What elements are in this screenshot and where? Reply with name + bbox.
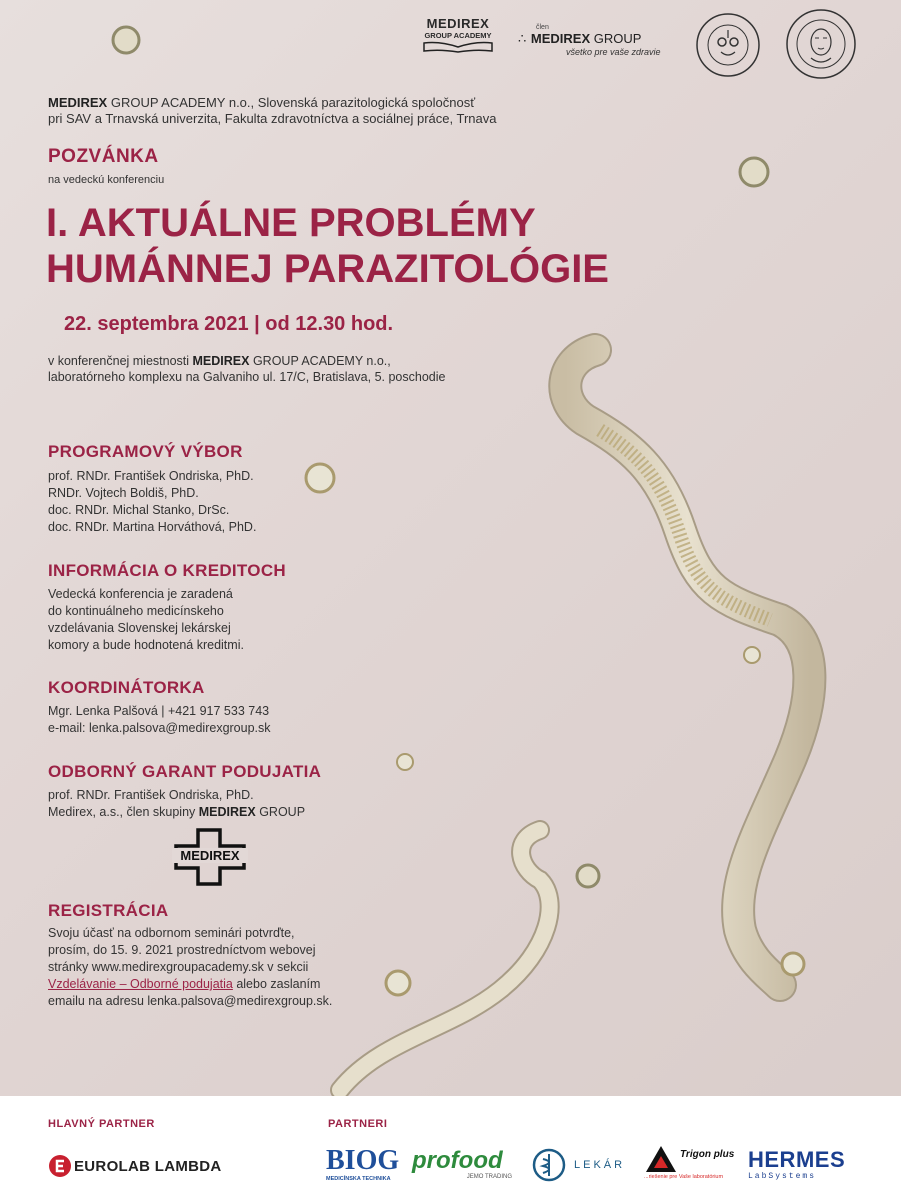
guarantor-company-pre: Medirex, a.s., člen skupiny (48, 805, 199, 819)
lekar-caduceus-icon (532, 1148, 566, 1182)
coordinator-section (48, 678, 271, 737)
invitation-subheading: na vedeckú konferenciu (48, 174, 165, 186)
cyst-shape (306, 464, 334, 492)
registration-heading: REGISTRÁCIA (48, 901, 169, 920)
hermes-logo (748, 1148, 858, 1181)
hermes-sub: LabSystems (748, 1172, 817, 1181)
cyst-shape (386, 971, 410, 995)
committee-member: doc. RNDr. Martina Horváthová, PhD. (48, 520, 257, 534)
guarantor-name: prof. RNDr. František Ondriska, PhD. (48, 788, 254, 802)
medirex-academy-logo (420, 16, 496, 58)
venue-text (48, 353, 445, 385)
university-seal-logo (785, 8, 857, 85)
registration-line: alebo zaslaním (232, 977, 321, 991)
guarantor-company-post: GROUP (255, 805, 306, 819)
registration-line: emailu na adresu lenka.palsova@medirexgroup.sk. (48, 994, 333, 1008)
guarantor-company-brand: MEDIREX (198, 805, 256, 819)
medirex-group-logo (518, 24, 683, 57)
lekar-name: LEKÁR (574, 1159, 626, 1171)
organizers-text (48, 95, 496, 127)
guarantor-section (48, 762, 321, 821)
group-logo-slogan: všetko pre vaše zdravie (566, 47, 661, 57)
group-logo-prefix: člen (536, 24, 549, 31)
coordinator-contact: Mgr. Lenka Palšová | +421 917 533 743 (48, 704, 270, 718)
parasitology-society-seal-icon (695, 12, 761, 78)
biog-name: BIOG (326, 1145, 400, 1176)
credits-line: Vedecká konferencia je zaradená (48, 587, 233, 601)
group-logo-brand: MEDIREX (530, 31, 591, 46)
organizers-brand: MEDIREX (48, 95, 108, 110)
trnava-university-seal-icon (785, 8, 857, 80)
registration-section (48, 901, 332, 1010)
education-section-link[interactable]: Vzdelávanie – Odborné podujatia (48, 977, 233, 991)
trigon-name: Trigon plus (680, 1149, 735, 1160)
conference-title-line2: HUMÁNNEJ PARAZITOLÓGIE (46, 247, 609, 291)
trigon-sub: ...riešenie pre Vaše laboratórium (644, 1174, 724, 1180)
credits-heading: INFORMÁCIA O KREDITOCH (48, 561, 286, 580)
academy-logo-line2: GROUP ACADEMY (424, 31, 492, 40)
group-logo-suffix: GROUP (593, 31, 642, 46)
cyst-shape (782, 953, 804, 975)
registration-line: Svoju účasť na odbornom seminári potvrďte, (48, 926, 295, 940)
conference-title-line1: I. AKTUÁLNE PROBLÉMY (46, 201, 536, 245)
biog-sub: MEDICÍNSKA TECHNIKA (326, 1176, 391, 1182)
coordinator-heading: KOORDINÁTORKA (48, 678, 205, 697)
committee-member: RNDr. Vojtech Boldiš, PhD. (48, 486, 199, 500)
invitation-heading: POZVÁNKA (48, 146, 159, 167)
partners-label: PARTNERI (328, 1118, 388, 1130)
credits-line: vzdelávania Slovenskej lekárskej (48, 621, 231, 635)
venue-post: GROUP ACADEMY n.o., (249, 354, 391, 368)
dots-icon: ∴ (518, 31, 528, 46)
eurolab-e-icon (48, 1154, 72, 1178)
program-committee-section (48, 442, 256, 536)
conference-title (46, 200, 609, 292)
open-book-icon (420, 41, 496, 53)
credits-line: komory a bude hodnotená kreditmi. (48, 638, 244, 652)
trigon-triangle-icon (644, 1144, 678, 1174)
cyst-shape (577, 865, 599, 887)
eurolab-lambda-name: EUROLAB LAMBDA (74, 1157, 222, 1175)
cyst-shape (397, 754, 413, 770)
cyst-shape (113, 27, 139, 53)
cyst-shape (740, 158, 768, 186)
cyst-shape (744, 647, 760, 663)
venue-pre: v konferenčnej miestnosti (48, 354, 193, 368)
eurolab-lambda-logo (48, 1154, 222, 1178)
medirex-cross-logo-text: MEDIREX (172, 848, 248, 863)
medirex-cross-logo (170, 828, 250, 886)
partners-footer (0, 1096, 901, 1200)
guarantor-heading: ODBORNÝ GARANT PODUJATIA (48, 762, 322, 781)
program-committee-heading: PROGRAMOVÝ VÝBOR (48, 442, 243, 461)
profood-name: profood (412, 1147, 503, 1174)
venue-line2: laboratórneho komplexu na Galvaniho ul. 17/C, Bratislava, 5. poschodie (48, 370, 446, 384)
biog-logo (326, 1145, 400, 1182)
registration-line: prosím, do 15. 9. 2021 prostredníctvom webovej (48, 943, 316, 957)
academy-logo-line1: MEDIREX (426, 16, 490, 31)
venue-brand: MEDIREX (192, 354, 250, 368)
credits-section (48, 561, 286, 654)
trigon-plus-logo (644, 1144, 738, 1180)
lekar-logo (532, 1148, 625, 1182)
coordinator-email: e-mail: lenka.palsova@medirexgroup.sk (48, 721, 271, 735)
committee-member: doc. RNDr. Michal Stanko, DrSc. (48, 503, 230, 517)
society-seal-logo (695, 12, 761, 83)
committee-member: prof. RNDr. František Ondriska, PhD. (48, 469, 254, 483)
registration-line: stránky www.medirexgroupacademy.sk v sekcii (48, 960, 309, 974)
organizers-line2: pri SAV a Trnavská univerzita, Fakulta zdravotníctva a sociálnej práce, Trnava (48, 111, 497, 126)
profood-logo (412, 1148, 512, 1180)
profood-sub: JEMO TRADING (466, 1174, 512, 1180)
hermes-name: HERMES (748, 1147, 846, 1172)
organizers-line1: GROUP ACADEMY n.o., Slovenská parazitologická spoločnosť (107, 95, 476, 110)
main-partner-label: HLAVNÝ PARTNER (48, 1118, 155, 1130)
conference-date: 22. septembra 2021 | od 12.30 hod. (64, 313, 394, 335)
credits-line: do kontinuálneho medicínskeho (48, 604, 224, 618)
